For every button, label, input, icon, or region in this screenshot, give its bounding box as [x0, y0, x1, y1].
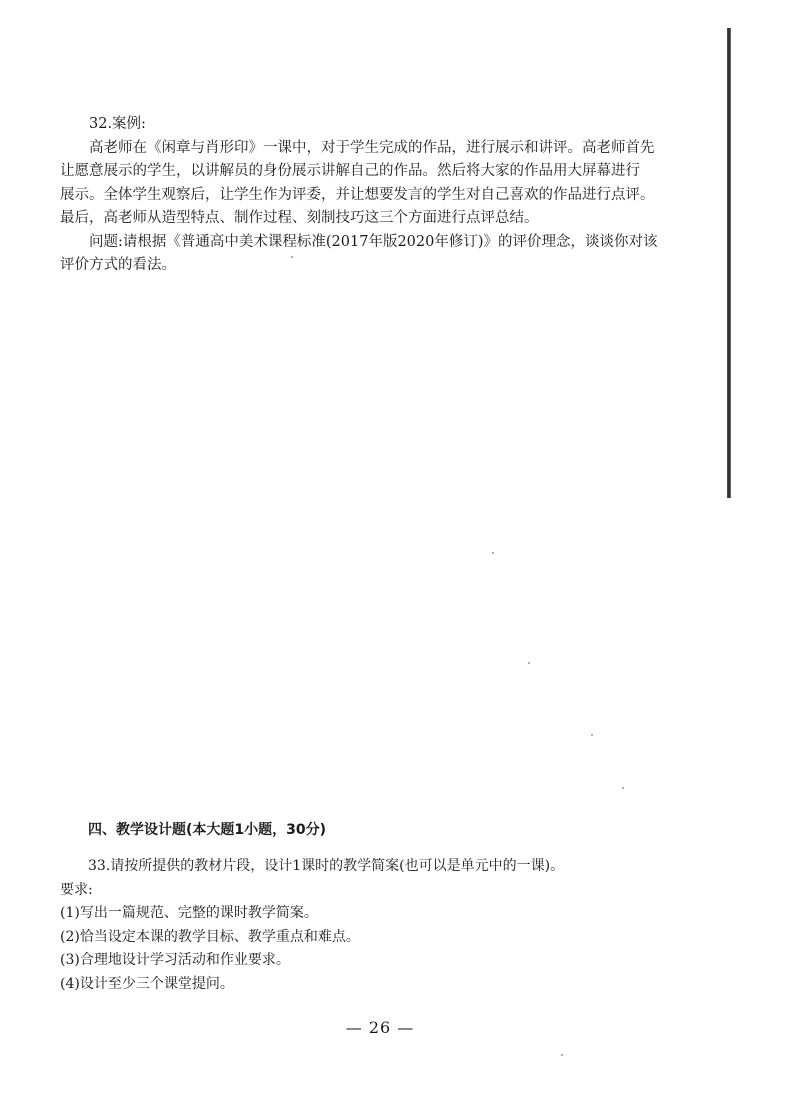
requirement-2: (2)恰当设定本课的教学目标、教学重点和难点。: [60, 928, 360, 945]
requirement-3: (3)合理地设计学习活动和作业要求。: [60, 952, 290, 968]
case-line-2: 让愿意展示的学生，以讲解员的身份展示讲解自己的作品。然后将大家的作品用大屏幕进行: [60, 163, 640, 179]
section-4-title: 四、教学设计题(本大题1小题，30分): [88, 822, 327, 838]
scan-speck: [561, 1054, 563, 1056]
question-line-2: 评价方式的看法。: [60, 257, 176, 273]
case-line-3: 展示。全体学生观察后，让学生作为评委，并让想要发言的学生对自己喜欢的作品进行点评。: [60, 186, 655, 203]
question-33-prompt: 33.请按所提供的教材片段，设计1课时的教学简案(也可以是单元中的一课)。: [88, 858, 565, 874]
requirement-1: (1)写出一篇规范、完整的课时教学简案。: [60, 905, 318, 921]
requirement-4: (4)设计至少三个课堂提问。: [60, 975, 234, 992]
scan-speck: [591, 734, 593, 736]
case-line-4: 最后，高老师从造型特点、制作过程、刻制技巧这三个方面进行点评总结。: [60, 210, 539, 226]
scan-speck: [492, 552, 494, 554]
scan-speck: [528, 662, 530, 664]
scan-edge-line: [727, 28, 731, 498]
scan-speck: [291, 256, 293, 258]
scan-speck: [622, 787, 624, 789]
question-32-number: 32.案例:: [89, 116, 146, 132]
question-33: [60, 855, 670, 996]
question-line-1: 问题:请根据《普通高中美术课程标准(2017年版2020年修订)》的评价理念，谈谈你对该: [89, 233, 658, 250]
page-number: — 26 —: [345, 1018, 415, 1037]
requirements-label: 要求:: [60, 881, 93, 898]
case-line-1: 高老师在《闲章与肖形印》一课中，对于学生完成的作品，进行展示和讲评。高老师首先: [89, 139, 655, 156]
question-32: [60, 113, 670, 278]
